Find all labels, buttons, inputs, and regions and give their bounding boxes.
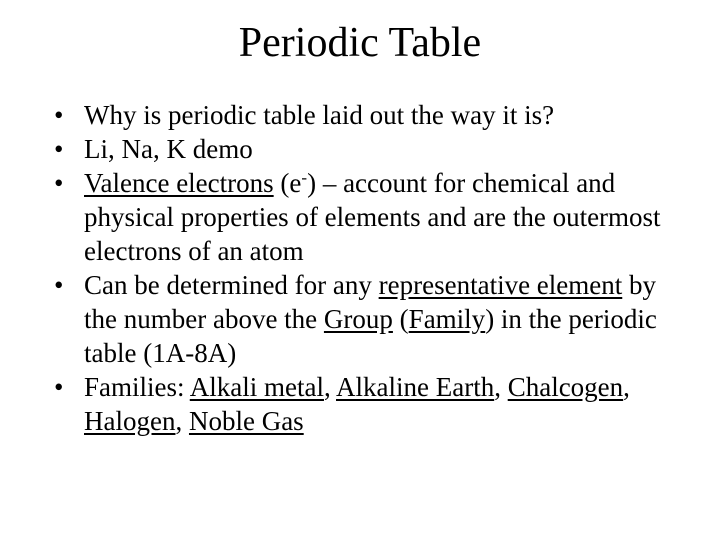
term-family: Family <box>408 304 486 334</box>
term-group: Group <box>323 304 393 334</box>
separator: , <box>175 406 189 436</box>
bullet-text: Why is periodic table laid out the way it is? <box>84 100 555 130</box>
bullet-dot-icon: • <box>54 168 64 198</box>
bullet-item-valence-electrons <box>54 166 694 268</box>
electron-charge: - <box>301 168 308 187</box>
term-representative-element: representative element <box>378 270 623 300</box>
bullet-text: ) in the periodic table (1A-8A) <box>84 304 657 368</box>
separator: , <box>323 372 336 402</box>
family-noble-gas: Noble Gas <box>188 406 304 436</box>
bullet-item-families <box>54 370 694 438</box>
bullet-dot-icon: • <box>54 134 64 164</box>
term-valence-electrons: Valence electrons <box>84 168 274 198</box>
electron-symbol: (e <box>273 168 302 198</box>
bullet-dot-icon: • <box>54 100 64 130</box>
bullet-text: ( <box>392 304 409 334</box>
bullet-text: Can be determined for any <box>84 270 379 300</box>
bullet-dot-icon: • <box>54 270 64 300</box>
bullet-text: – account for chemical and physical properties of elements and are the outermost electrons of an atom <box>84 168 661 266</box>
family-alkaline-earth: Alkaline Earth <box>336 372 495 402</box>
bullet-item-layout-question <box>54 98 694 132</box>
bullet-item-demo <box>54 132 694 166</box>
bullet-item-representative-element <box>54 268 694 370</box>
slide-title: Periodic Table <box>238 20 482 66</box>
bullet-list <box>54 98 694 438</box>
bullet-text: Families: <box>84 372 190 402</box>
electron-symbol-close: ) <box>307 168 317 198</box>
family-halogen: Halogen <box>84 406 176 436</box>
family-chalcogen: Chalcogen <box>507 372 624 402</box>
bullet-dot-icon: • <box>54 372 64 402</box>
bullet-text: Li, Na, K demo <box>84 134 253 164</box>
family-alkali-metal: Alkali metal <box>189 372 324 402</box>
separator: , <box>623 372 630 402</box>
bullet-text: by the number above the <box>84 270 657 334</box>
separator: , <box>494 372 508 402</box>
